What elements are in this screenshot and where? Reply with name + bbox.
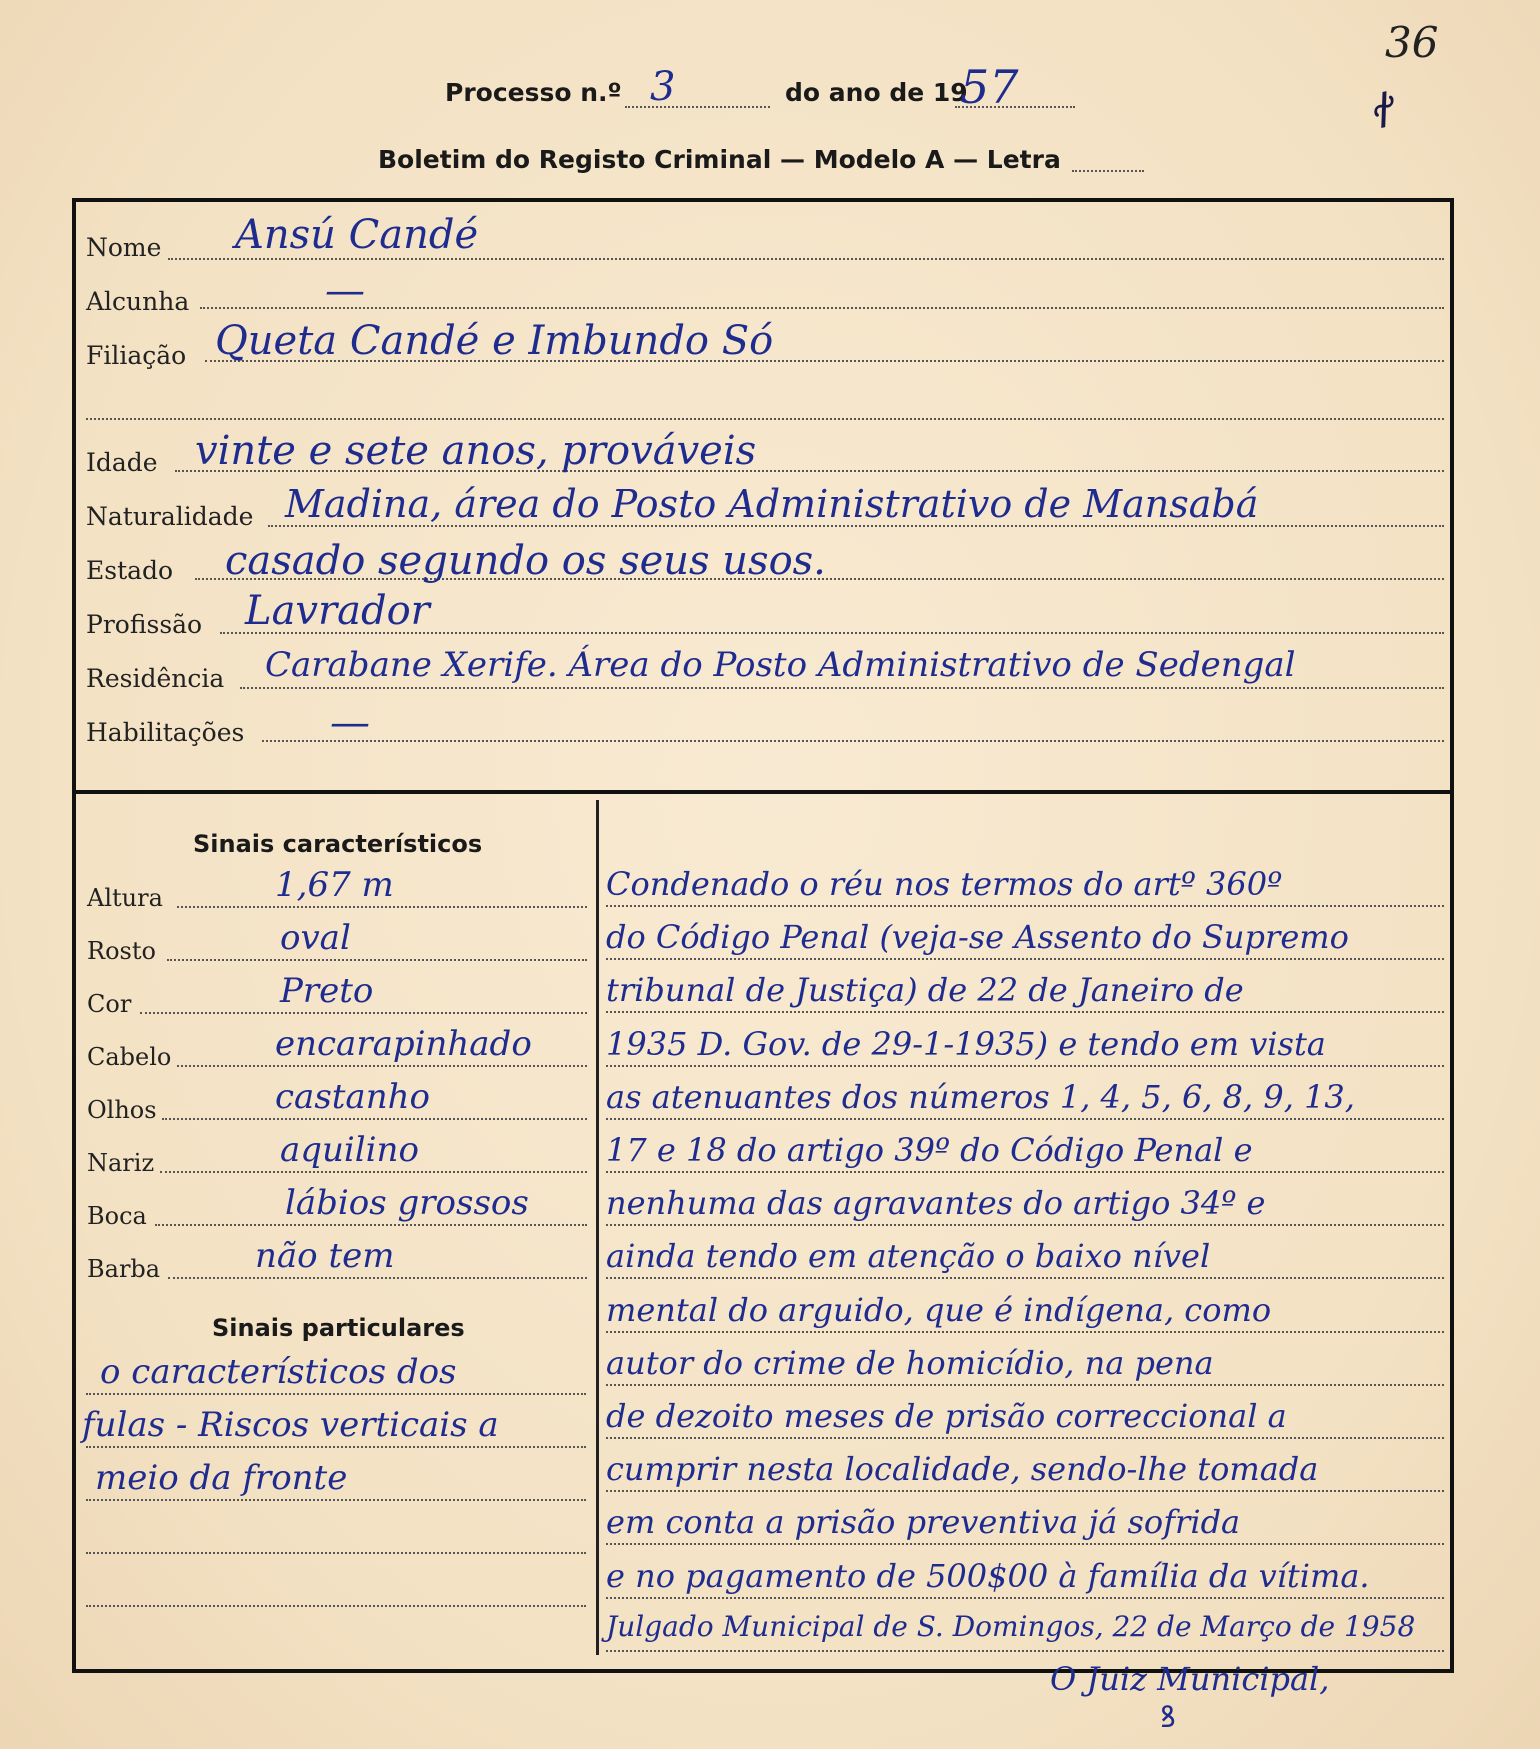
sentence-line: 1935 D. Gov. de 29-1-1935) e tendo em vista <box>606 1025 1326 1063</box>
estado-value: casado segundo os seus usos. <box>225 538 826 584</box>
filiacao-value: Queta Candé e Imbundo Só <box>215 318 774 364</box>
sentence-dotline <box>606 1011 1444 1013</box>
processo-value: 3 <box>650 64 676 110</box>
sign-value: castanho <box>275 1077 430 1117</box>
sign-value: encarapinhado <box>275 1024 532 1064</box>
column-divider <box>596 800 599 1655</box>
sentence-dotline <box>606 1543 1444 1545</box>
sentence-line: do Código Penal (veja-se Assento do Supremo <box>606 918 1349 956</box>
sign-label: Boca <box>87 1202 147 1230</box>
sign-label: Cor <box>87 990 132 1018</box>
corner-signature: ꬷ <box>1364 83 1395 141</box>
sinais-particulares-title: Sinais particulares <box>212 1314 465 1342</box>
residencia-label: Residência <box>86 664 225 693</box>
particular-dotline <box>86 1499 586 1501</box>
sign-dotline <box>177 906 587 908</box>
alcunha-label: Alcunha <box>86 287 190 316</box>
sign-label: Olhos <box>87 1096 157 1124</box>
estado-label: Estado <box>86 556 174 585</box>
sentence-line: cumprir nesta localidade, sendo-lhe tomada <box>606 1450 1319 1488</box>
profissao-label: Profissão <box>86 610 203 639</box>
sentence-line: tribunal de Justiça) de 22 de Janeiro de <box>606 971 1244 1009</box>
judge-signature-scrawl: ꝸ <box>1160 1700 1176 1735</box>
particular-dotline <box>86 1605 586 1607</box>
sign-label: Rosto <box>87 937 156 965</box>
sentence-dotline <box>606 1065 1444 1067</box>
sign-dotline <box>155 1224 587 1226</box>
alcunha-value: — <box>325 268 365 314</box>
sentence-line: Condenado o réu nos termos do artº 360º <box>606 865 1283 903</box>
sign-dotline <box>177 1065 587 1067</box>
sentence-dotline <box>606 1597 1444 1599</box>
nome-value: Ansú Candé <box>235 212 479 258</box>
sentence-dotline <box>606 1650 1444 1652</box>
sign-value: oval <box>280 918 351 958</box>
naturalidade-label: Naturalidade <box>86 502 254 531</box>
filiacao-dotline-2 <box>86 418 1444 420</box>
sentence-dotline <box>606 1331 1444 1333</box>
sign-dotline <box>160 1171 587 1173</box>
ano-value: 57 <box>960 60 1019 114</box>
naturalidade-value: Madina, área do Posto Administrativo de Mansabá <box>285 482 1259 526</box>
sentence-line: e no pagamento de 500$00 à família da vítima. <box>606 1557 1370 1595</box>
profissao-value: Lavrador <box>245 588 430 634</box>
boletim-title: Boletim do Registo Criminal — Modelo A — Letra <box>378 145 1061 174</box>
idade-label: Idade <box>86 448 158 477</box>
nome-dotline <box>168 258 1444 260</box>
habilitacoes-label: Habilitações <box>86 718 245 747</box>
sign-dotline <box>162 1118 587 1120</box>
particular-line: o característicos dos <box>100 1352 457 1392</box>
sign-value: aquilino <box>280 1130 419 1170</box>
idade-value: vinte e sete anos, prováveis <box>195 428 757 474</box>
particular-dotline <box>86 1552 586 1554</box>
sentence-line: as atenuantes dos números 1, 4, 5, 6, 8, 9, 13, <box>606 1078 1355 1116</box>
sign-value: 1,67 m <box>275 865 394 905</box>
sign-label: Nariz <box>87 1149 155 1177</box>
residencia-value: Carabane Xerife. Área do Posto Administrativo de Sedengal <box>265 645 1296 685</box>
sign-value: lábios grossos <box>285 1183 529 1223</box>
letra-dotline <box>1072 170 1144 172</box>
habilitacoes-dotline <box>262 740 1444 742</box>
sign-dotline <box>168 1277 587 1279</box>
habilitacoes-value: — <box>330 700 370 746</box>
sentence-dotline <box>606 1277 1444 1279</box>
processo-label: Processo n.º <box>445 78 622 107</box>
sentence-line: nenhuma das agravantes do artigo 34º e <box>606 1184 1266 1222</box>
particular-dotline <box>86 1393 586 1395</box>
nome-label: Nome <box>86 233 162 262</box>
sinais-caracteristicos-title: Sinais característicos <box>193 830 483 858</box>
sentence-dotline <box>606 1437 1444 1439</box>
particular-dotline <box>86 1446 586 1448</box>
sentence-line: 17 e 18 do artigo 39º do Código Penal e <box>606 1131 1253 1169</box>
sentence-line: autor do crime de homicídio, na pena <box>606 1344 1214 1382</box>
sentence-dotline <box>606 1384 1444 1386</box>
particular-line: meio da fronte <box>95 1458 348 1498</box>
sentence-line: mental do arguido, que é indígena, como <box>606 1291 1272 1329</box>
sign-dotline <box>167 959 587 961</box>
sign-label: Barba <box>87 1255 161 1283</box>
sentence-dotline <box>606 1118 1444 1120</box>
particular-line: fulas - Riscos verticais a <box>82 1405 499 1445</box>
sign-label: Altura <box>87 884 163 912</box>
sign-dotline <box>140 1012 587 1014</box>
sentence-dotline <box>606 1224 1444 1226</box>
alcunha-dotline <box>200 307 1444 309</box>
judge-signature-line: O Juiz Municipal, <box>1050 1660 1330 1698</box>
ano-label: do ano de 19 <box>785 78 968 107</box>
sentence-line: Julgado Municipal de S. Domingos, 22 de Março de 1958 <box>606 1610 1416 1643</box>
sentence-dotline <box>606 958 1444 960</box>
sentence-line: ainda tendo em atenção o baixo nível <box>606 1237 1211 1275</box>
corner-number: 36 <box>1385 18 1439 67</box>
processo-dotline <box>625 106 770 108</box>
sentence-dotline <box>606 1490 1444 1492</box>
sentence-line: em conta a prisão preventiva já sofrida <box>606 1503 1241 1541</box>
sentence-dotline <box>606 905 1444 907</box>
sign-value: não tem <box>255 1236 395 1276</box>
residencia-dotline <box>240 687 1444 689</box>
filiacao-label: Filiação <box>86 341 187 370</box>
sign-label: Cabelo <box>87 1043 172 1071</box>
sign-value: Preto <box>280 971 374 1011</box>
sentence-dotline <box>606 1171 1444 1173</box>
sentence-line: de dezoito meses de prisão correccional a <box>606 1397 1287 1435</box>
